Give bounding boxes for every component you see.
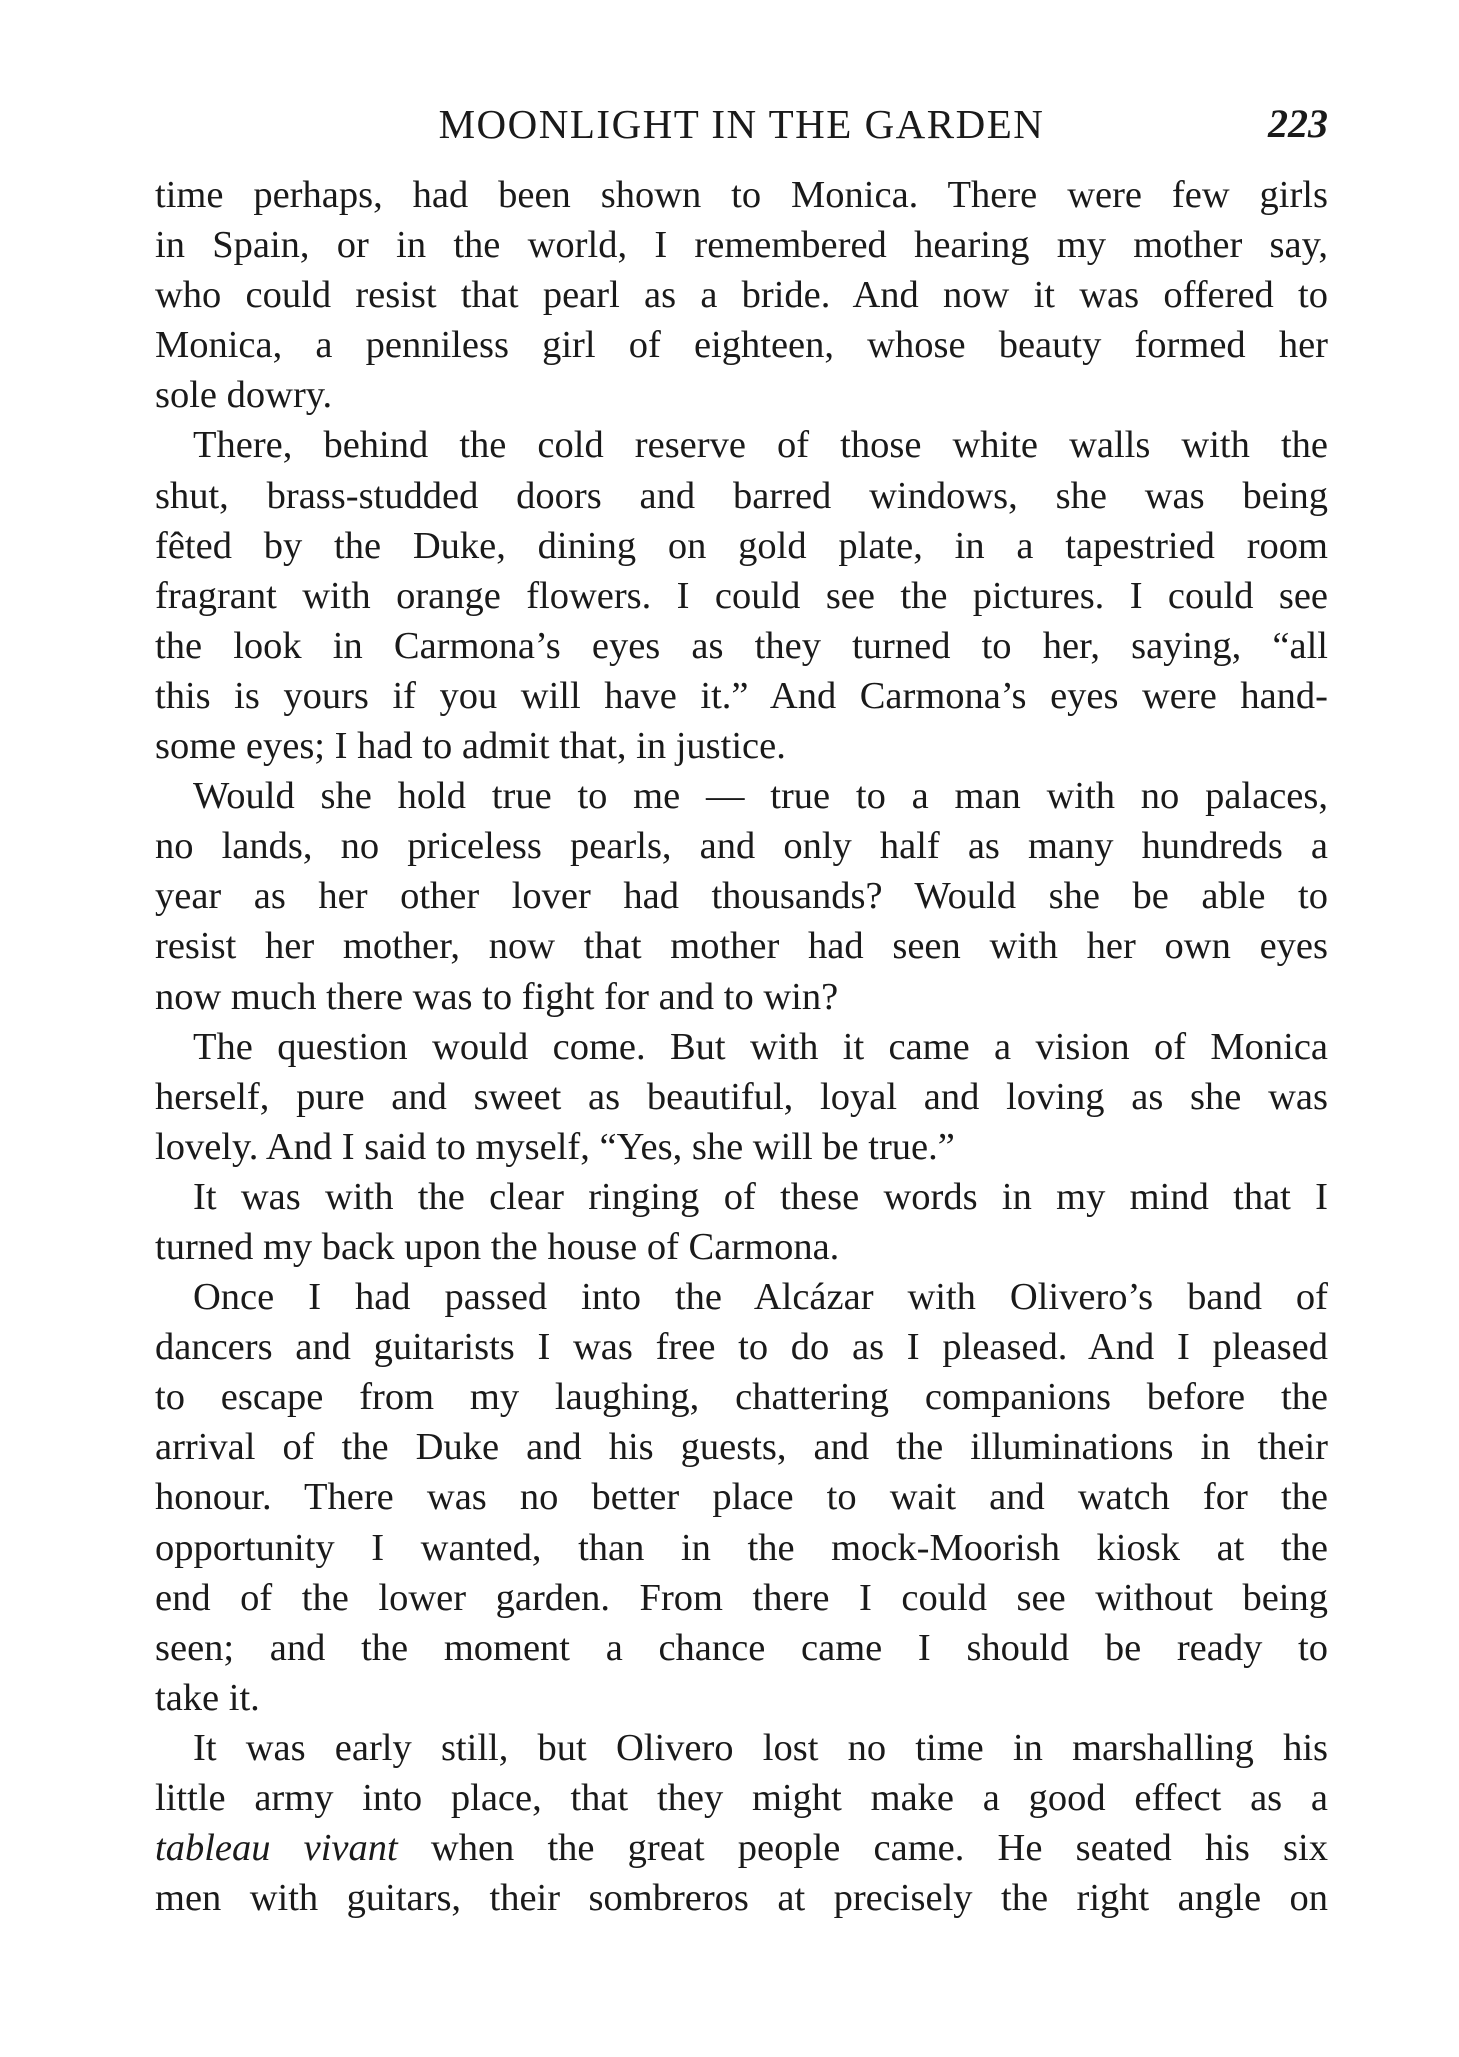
text-run: Would she hold true to me — true to a man with no palaces, — [193, 775, 1328, 818]
text-line — [155, 1272, 1328, 1322]
paragraph — [155, 420, 1328, 771]
text-line — [155, 1172, 1328, 1222]
text-line: time perhaps, had been shown to Monica. There were few girls — [155, 174, 1328, 216]
text-line: shut, brass-studded doors and barred windows, she was being — [155, 474, 1328, 517]
text-line: in Spain, or in the world, I remembered hearing my mother say, — [155, 224, 1328, 267]
text-line — [155, 1723, 1328, 1773]
text-line: resist her mother, now that mother had seen with her own eyes — [155, 925, 1328, 968]
text-line: seen; and the moment a chance came I should be ready to — [155, 1626, 1328, 1669]
text-line: little army into place, that they might make a good effect as a — [155, 1777, 1328, 1819]
paragraph — [155, 1172, 1328, 1272]
text-line: turned my back upon the house of Carmona. — [155, 1225, 840, 1268]
text-line: honour. There was no better place to wait and watch for the — [155, 1476, 1328, 1519]
paragraph — [155, 771, 1328, 1021]
text-line: who could resist that pearl as a bride. And now it was offered to — [155, 274, 1328, 317]
page-number: 223 — [1268, 101, 1328, 146]
text-line: herself, pure and sweet as beautiful, loyal and loving as she was — [155, 1075, 1328, 1118]
body-text — [155, 170, 1328, 1923]
text-line: the look in Carmona’s eyes as they turned to her, saying, “all — [155, 624, 1328, 667]
text-line — [155, 420, 1328, 470]
running-head — [155, 96, 1328, 152]
text-line: end of the lower garden. From there I could see without being — [155, 1576, 1328, 1619]
text-run: There, behind the cold reserve of those white walls with the — [193, 424, 1328, 467]
paragraph — [155, 1723, 1328, 1923]
text-line: fêted by the Duke, dining on gold plate, in a tapestried room — [155, 524, 1328, 567]
text-line — [155, 771, 1328, 821]
text-run: when the great people came. He seated his six — [397, 1827, 1328, 1870]
text-line: arrival of the Duke and his guests, and the illuminations in their — [155, 1426, 1328, 1469]
text-line: to escape from my laughing, chattering companions before the — [155, 1376, 1328, 1419]
text-line: this is yours if you will have it.” And Carmona’s eyes were hand- — [155, 674, 1328, 717]
italic-phrase: tableau vivant — [155, 1827, 398, 1870]
paragraph — [155, 1022, 1328, 1172]
text-line: now much there was to fight for and to win? — [155, 975, 839, 1018]
text-line: sole dowry. — [155, 374, 333, 417]
paragraph — [155, 170, 1328, 420]
text-line: no lands, no priceless pearls, and only half as many hundreds a — [155, 825, 1328, 868]
text-run: It was with the clear ringing of these words in my mind that I — [193, 1175, 1328, 1218]
text-line — [155, 1823, 1328, 1873]
text-run: It was early still, but Olivero lost no time in marshalling his — [193, 1726, 1328, 1769]
text-line: year as her other lover had thousands? Would she be able to — [155, 875, 1328, 918]
text-line: some eyes; I had to admit that, in justice. — [155, 725, 786, 768]
text-line: take it. — [155, 1676, 260, 1719]
text-line: opportunity I wanted, than in the mock-Moorish kiosk at the — [155, 1526, 1328, 1569]
text-run: The question would come. But with it came a vision of Monica — [193, 1025, 1328, 1068]
text-run: Once I had passed into the Alcázar with Olivero’s band of — [193, 1276, 1328, 1319]
chapter-title: MOONLIGHT IN THE GARDEN — [438, 101, 1045, 147]
text-line: lovely. And I said to myself, “Yes, she will be true.” — [155, 1125, 955, 1168]
text-line: fragrant with orange flowers. I could see the pictures. I could see — [155, 574, 1328, 617]
paragraph — [155, 1272, 1328, 1723]
text-line: dancers and guitarists I was free to do as I pleased. And I pleased — [155, 1326, 1328, 1369]
text-line — [155, 1022, 1328, 1072]
text-line: men with guitars, their sombreros at precisely the right angle on — [155, 1877, 1328, 1920]
text-line: Monica, a penniless girl of eighteen, whose beauty formed her — [155, 324, 1328, 367]
